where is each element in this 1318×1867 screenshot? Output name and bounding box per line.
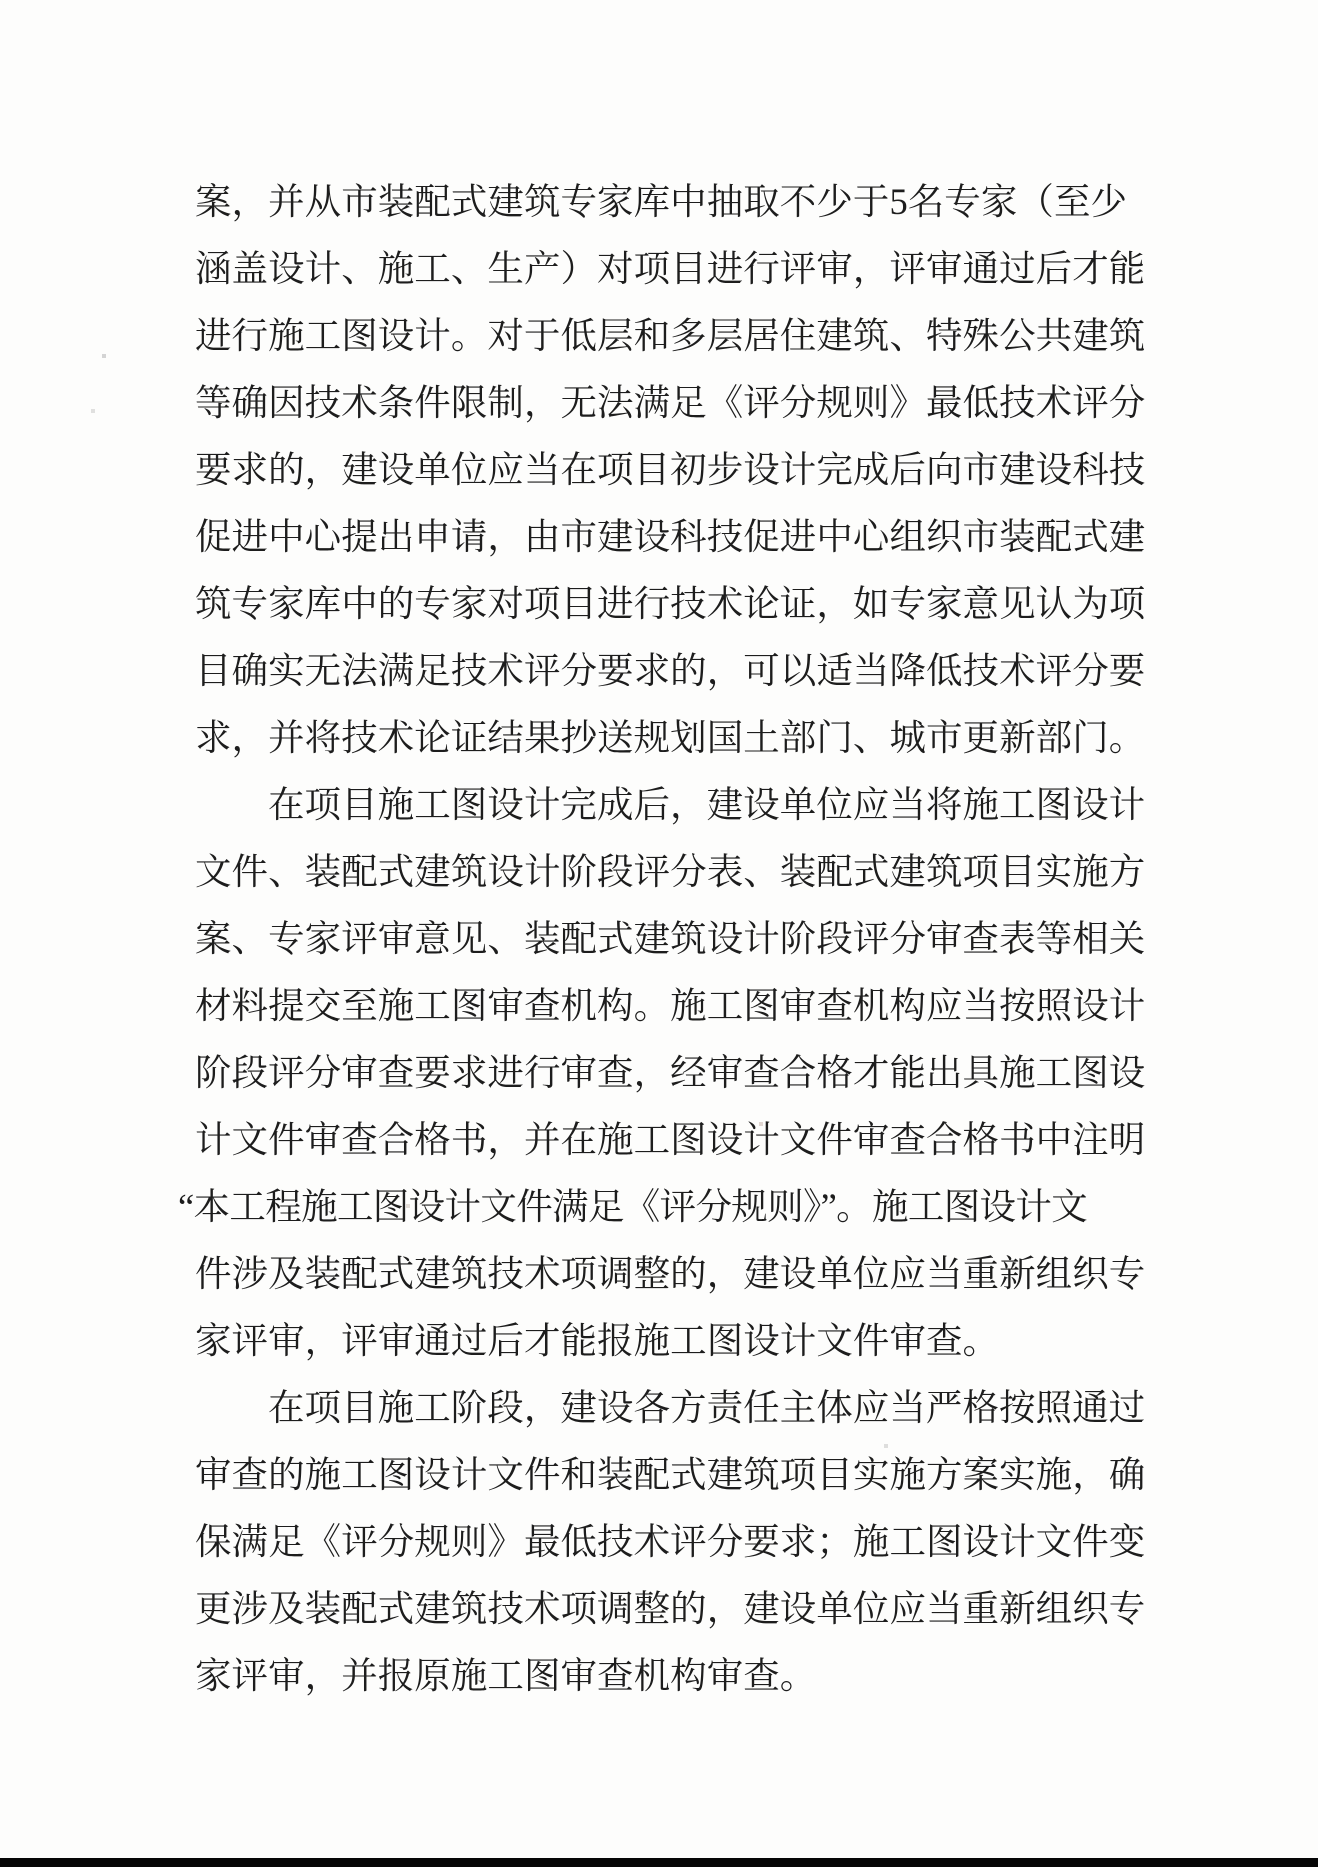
text-line: 在项目施工阶段，建设各方责任主体应当严格按照通过 [268,1387,1146,1428]
text-line: 保满足《评分规则》最低技术评分要求；施工图设计文件变 [195,1521,1146,1562]
text-line: 筑专家库中的专家对项目进行技术论证，如专家意见认为项 [195,583,1146,624]
text-line: 材料提交至施工图审查机构。施工图审查机构应当按照设计 [195,985,1146,1026]
text-line: 涵盖设计、施工、生产）对项目进行评审，评审通过后才能 [195,248,1146,289]
text-line: 要求的，建设单位应当在项目初步设计完成后向市建设科技 [195,449,1146,490]
text-line: 文件、装配式建筑设计阶段评分表、装配式建筑项目实施方 [195,851,1146,892]
text-line: 求，并将技术论证结果抄送规划国土部门、城市更新部门。 [195,717,1146,758]
text-line: 目确实无法满足技术评分要求的，可以适当降低技术评分要 [195,650,1146,691]
text-line: 更涉及装配式建筑技术项调整的，建设单位应当重新组织专 [195,1588,1146,1629]
text-line: 家评审，评审通过后才能报施工图设计文件审查。 [195,1320,1000,1361]
text-line: 案、专家评审意见、装配式建筑设计阶段评分审查表等相关 [195,918,1146,959]
scanner-edge-bar [0,1858,1318,1867]
text-line: 审查的施工图设计文件和装配式建筑项目实施方案实施，确 [195,1454,1146,1495]
text-line: 促进中心提出申请，由市建设科技促进中心组织市装配式建 [195,516,1146,557]
text-line: 计文件审查合格书，并在施工图设计文件审查合格书中注明 [195,1119,1146,1160]
text-line: 案，并从市装配式建筑专家库中抽取不少于5名专家（至少 [195,181,1128,222]
text-line: 进行施工图设计。对于低层和多层居住建筑、特殊公共建筑 [195,315,1146,356]
text-line: 件涉及装配式建筑技术项调整的，建设单位应当重新组织专 [195,1253,1146,1294]
text-line: 等确因技术条件限制，无法满足《评分规则》最低技术评分 [195,382,1146,423]
text-line: “本工程施工图设计文件满足《评分规则》”。施工图设计文 [178,1186,1088,1227]
document-body [178,168,1155,1709]
text-line: 阶段评分审查要求进行审查，经审查合格才能出具施工图设 [195,1052,1146,1093]
scan-noise-specks [0,0,2,2]
text-line: 家评审，并报原施工图审查机构审查。 [195,1655,817,1696]
text-line: 在项目施工图设计完成后，建设单位应当将施工图设计 [268,784,1146,825]
